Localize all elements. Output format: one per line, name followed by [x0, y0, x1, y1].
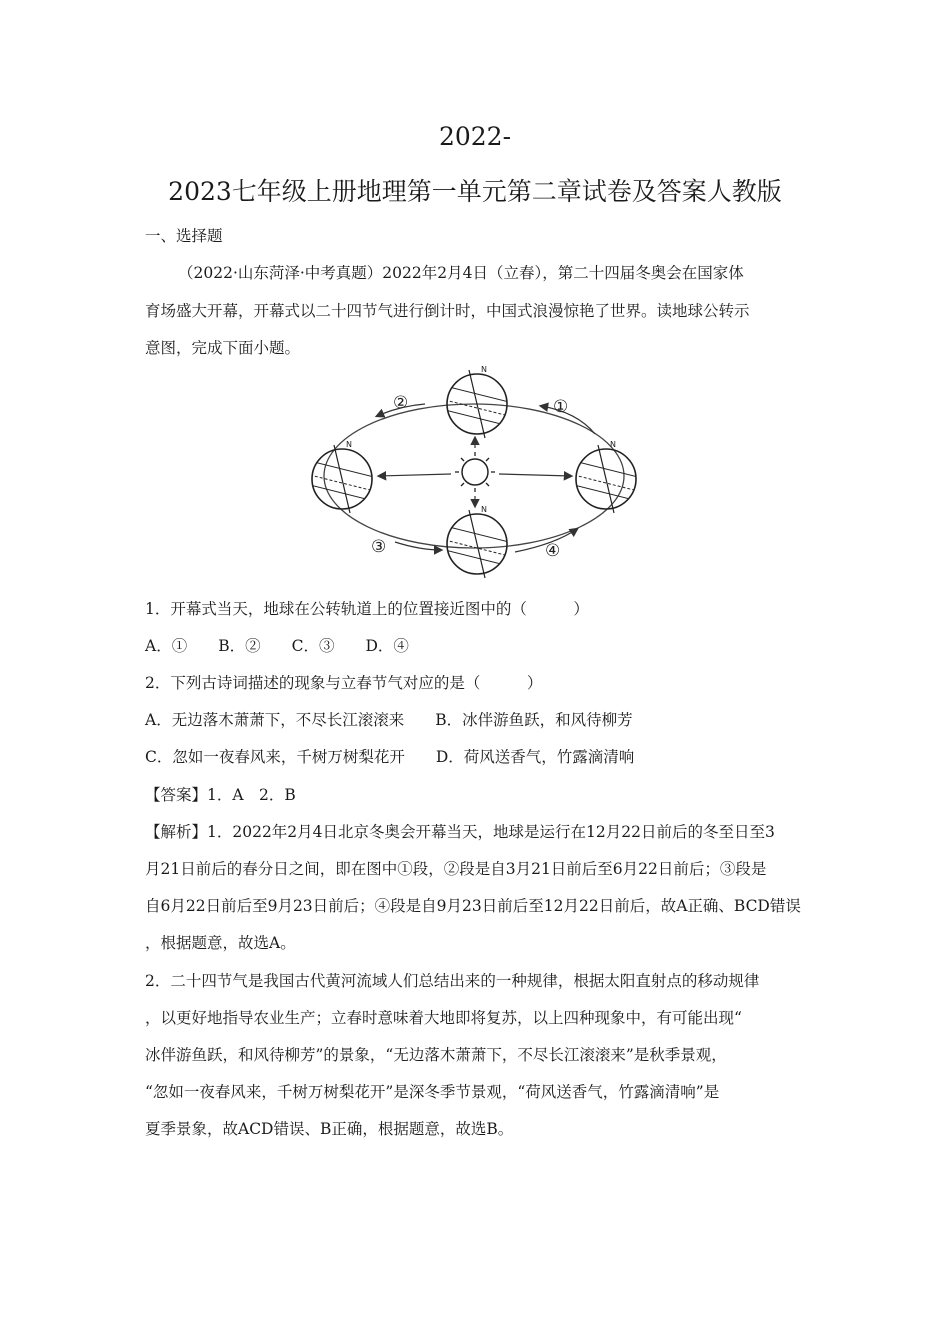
- analysis-line-3: 自6月22日前后至9月23日前后；④段是自9月23日前后至12月22日前后，故A正确、BCD错误: [145, 897, 801, 915]
- analysis-line-4: ，根据题意，故选A。: [145, 934, 296, 952]
- section-heading: 一、选择题: [145, 227, 223, 245]
- q1-stem: 1．开幕式当天，地球在公转轨道上的位置接近图中的（ ）: [145, 600, 589, 618]
- analysis-line-1: 【解析】1．2022年2月4日北京冬奥会开幕当天，地球是运行在12月22日前后的冬至日至3: [145, 823, 775, 841]
- intro-line-3: 意图，完成下面小题。: [145, 339, 301, 357]
- analysis-line-6: ，以更好地指导农业生产；立春时意味着大地即将复苏，以上四种现象中，有可能出现“: [145, 1009, 742, 1027]
- label-4: ④: [545, 541, 561, 561]
- sun-icon: [455, 452, 495, 492]
- earth-revolution-diagram: [305, 364, 650, 584]
- earth-left: [310, 445, 374, 513]
- analysis-line-7: 冰伴游鱼跃，和风待柳芳”的景象，“无边落木萧萧下，不尽长江滚滚来”是秋季景观，: [145, 1046, 727, 1064]
- title-line-2: 2023七年级上册地理第一单元第二章试卷及答案人教版: [168, 177, 782, 206]
- analysis-line-8: “忽如一夜春风来，千树万树梨花开”是深冬季节景观，“荷风送香气，竹露滴清响”是: [145, 1083, 720, 1101]
- label-1: ①: [553, 397, 569, 417]
- pole-label-top: N: [481, 365, 487, 374]
- q2-options-line-1: A．无边落木萧萧下，不尽长江滚滚来 B．冰伴游鱼跃，和风待柳芳: [145, 711, 633, 729]
- pole-label-bottom: N: [481, 505, 487, 514]
- analysis-line-5: 2．二十四节气是我国古代黄河流域人们总结出来的一种规律，根据太阳直射点的移动规律: [145, 972, 760, 990]
- earth-right: [574, 445, 638, 513]
- analysis-line-2: 月21日前后的春分日之间，即在图中①段，②段是自3月21日前后至6月22日前后；③段是: [145, 860, 767, 878]
- q2-stem: 2．下列古诗词描述的现象与立春节气对应的是（ ）: [145, 674, 543, 692]
- sunlight-arrow-left: [379, 474, 451, 476]
- sunlight-arrow-right: [499, 474, 571, 476]
- label-2: ②: [393, 393, 409, 413]
- analysis-line-9: 夏季景象，故ACD错误、B正确，根据题意，故选B。: [145, 1120, 514, 1138]
- q2-options-line-2: C．忽如一夜春风来，千树万树梨花开 D．荷风送香气，竹露滴清响: [145, 748, 635, 766]
- pole-label-left: N: [346, 440, 352, 449]
- label-3: ③: [371, 537, 387, 557]
- intro-line-2: 育场盛大开幕，开幕式以二十四节气进行倒计时，中国式浪漫惊艳了世界。读地球公转示: [145, 302, 750, 320]
- earth-bottom: [445, 510, 509, 578]
- title-line-1: 2022-: [438, 122, 512, 151]
- intro-line-1: （2022·山东菏泽·中考真题）2022年2月4日（立春），第二十四届冬奥会在国家体: [178, 264, 744, 282]
- answer: 【答案】1．A 2．B: [145, 786, 296, 804]
- pole-label-right: N: [610, 440, 616, 449]
- q1-options: A．① B．② C．③ D．④: [145, 637, 409, 655]
